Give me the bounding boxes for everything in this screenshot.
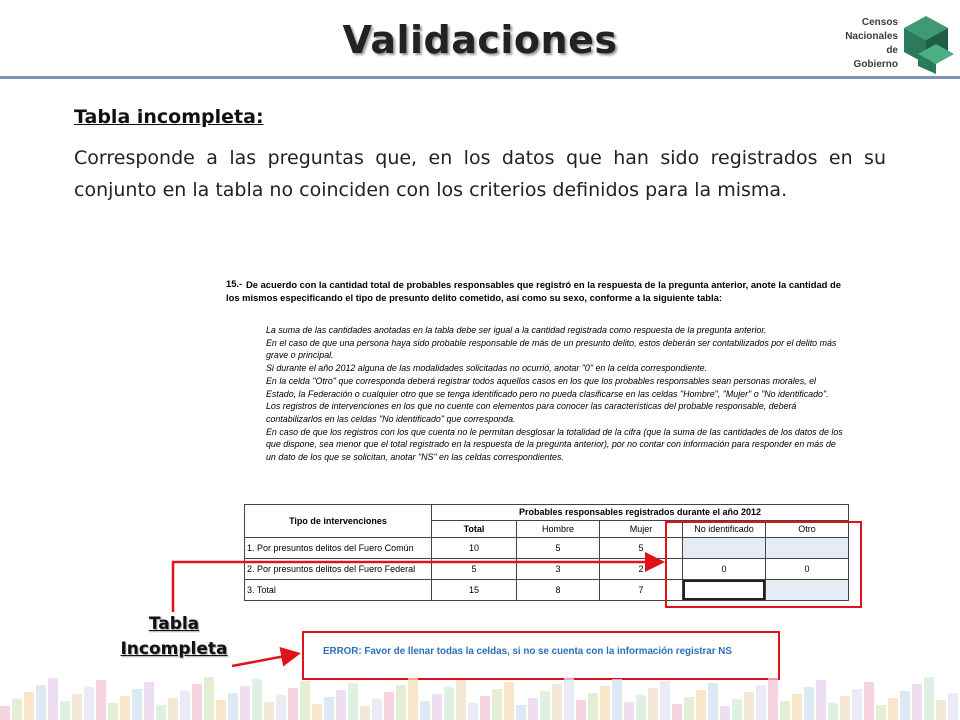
footer-bar (636, 695, 646, 720)
footer-bar (468, 703, 478, 720)
footer-bar (444, 687, 454, 720)
row-label: 1. Por presuntos delitos del Fuero Común (245, 538, 432, 559)
footer-bar (780, 701, 790, 720)
instruction-line: En la celda "Otro" que corresponda deberá registrar todos aquellos casos en los que los probables responsables sean personas morales, el Estado, la Federación o cualquier otro que se tenga identificado pero no pueda clasificarse en las celdas "Hombre", "Mujer" o "No identificado". (266, 375, 829, 399)
footer-bar (288, 688, 298, 720)
footer-bar (648, 688, 658, 720)
footer-bar (840, 696, 850, 720)
footer-bar (228, 693, 238, 720)
col-header-otro: Otro (766, 520, 849, 537)
footer-bar (912, 684, 922, 720)
footer-bar (624, 702, 634, 720)
footer-bar (720, 706, 730, 720)
footer-bar (948, 693, 958, 720)
footer-bar (864, 682, 874, 720)
footer-bar (876, 705, 886, 720)
col-header-total: Total (432, 520, 517, 537)
censos-logo (845, 14, 956, 72)
footer-bar (708, 683, 718, 720)
header-divider (0, 76, 960, 79)
footer-bar (324, 697, 334, 720)
footer-bar (816, 680, 826, 720)
footer-bar (180, 691, 190, 720)
footer-bar (792, 694, 802, 720)
footer-bar (828, 703, 838, 720)
footer-bar (744, 692, 754, 720)
slide-title: Validaciones (342, 18, 618, 62)
footer-bar (48, 678, 58, 720)
footer-bar (660, 681, 670, 720)
cell-otro[interactable]: 0 (766, 559, 849, 580)
table-header-row (245, 505, 849, 521)
footer-bar (852, 689, 862, 720)
col-header-no-identificado: No identificado (683, 520, 766, 537)
footer-bar (600, 686, 610, 720)
section-description: Corresponde a las preguntas que, en los datos que han sido registrados en su conjunto en la tabla no coinciden con los criterios definidos para la misma. (74, 147, 886, 201)
footer-bar (936, 700, 946, 720)
question-body: De acuerdo con la cantidad total de probables responsables que registró en la respuesta de la pregunta anterior, anote la cantidad de los mismos especificando el tipo de presunto delito cometido, así como su sexo, conforme a la siguiente tabla: (226, 279, 841, 303)
footer-bar (0, 706, 10, 720)
footer-bar (276, 695, 286, 720)
footer-bar (612, 679, 622, 720)
instruction-line: Los registros de intervenciones en los que no cuente con elementos para conocer las características del probable responsable, deberá contabilizarlos en las celdas "No identificado" que corresponda. (266, 401, 797, 424)
footer-bar (804, 687, 814, 720)
cell-no-identificado[interactable]: 0 (683, 559, 766, 580)
error-message: ERROR: Favor de llenar todas la celdas, si no se cuenta con la información registrar NS (323, 646, 732, 657)
footer-bar (480, 696, 490, 720)
col-header-hombre: Hombre (517, 520, 600, 537)
footer-bar (384, 692, 394, 720)
footer-bar (696, 690, 706, 720)
footer-bar (684, 697, 694, 720)
footer-bar (60, 701, 70, 720)
footer-bar (420, 701, 430, 720)
footer-bar (552, 684, 562, 720)
question-text (226, 278, 846, 304)
cell-total[interactable]: 5 (432, 559, 517, 580)
cell-mujer[interactable]: 5 (600, 538, 683, 559)
logo-cube-icon (896, 14, 956, 74)
footer-bar (576, 700, 586, 720)
instruction-line: La suma de las cantidades anotadas en la tabla debe ser igual a la cantidad registrada como respuesta de la pregunta anterior. (266, 325, 767, 335)
footer-bar (72, 694, 82, 720)
logo-line-2: Nacionales (845, 31, 898, 42)
decorative-footer (0, 676, 960, 720)
footer-bar (264, 702, 274, 720)
slide-header (0, 0, 960, 80)
footer-bar (192, 684, 202, 720)
footer-bar (132, 689, 142, 720)
footer-bar (144, 682, 154, 720)
footer-bar (108, 703, 118, 720)
cell-mujer[interactable]: 7 (600, 580, 683, 601)
incomplete-cells-highlight (665, 521, 862, 608)
question-number: 15.- (226, 278, 243, 289)
footer-bar (396, 685, 406, 720)
footer-bar (12, 699, 22, 720)
footer-bar (348, 683, 358, 720)
footer-bar (888, 698, 898, 720)
cell-hombre[interactable]: 5 (517, 538, 600, 559)
group-header-cell: Probables responsables registrados durante el año 2012 (432, 505, 849, 521)
footer-bar (672, 704, 682, 720)
row-label: 3. Total (245, 580, 432, 601)
cell-hombre[interactable]: 8 (517, 580, 600, 601)
footer-bar (924, 677, 934, 720)
footer-bar (24, 692, 34, 720)
footer-bar (216, 700, 226, 720)
footer-bar (768, 678, 778, 720)
instruction-line: En el caso de que una persona haya sido probable responsable de más de un presunto delito, estos deberán ser contabilizados por el delito más grave o principal. (266, 337, 837, 361)
footer-bar (96, 680, 106, 720)
row-header-cell: Tipo de intervenciones (245, 505, 432, 538)
footer-bar (900, 691, 910, 720)
footer-bar (756, 685, 766, 720)
row-label: 2. Por presuntos delitos del Fuero Federal (245, 559, 432, 580)
section-subtitle: Tabla incompleta: (74, 106, 264, 128)
label-line-2: Incompleta (120, 639, 228, 659)
footer-bar (36, 685, 46, 720)
logo-text (845, 16, 898, 72)
incomplete-table-label (118, 612, 230, 662)
footer-bar (312, 704, 322, 720)
footer-bar (564, 677, 574, 720)
cell-hombre[interactable]: 3 (517, 559, 600, 580)
footer-bar (456, 680, 466, 720)
instruction-line: En caso de que los registros con los que cuenta no le permitan desglosar la totalidad de la cifra (que la suma de las cantidades de los datos de los que dispone, sea menor que el total registrado en la respuesta de la pregunta anterior), por no contar con información para responder en más de un dato de los que se solicitan, anotar "NS" en las celdas correspondientes. (266, 426, 843, 463)
cell-mujer[interactable]: 2 (600, 559, 683, 580)
footer-bar (528, 698, 538, 720)
footer-bar (252, 679, 262, 720)
footer-bar (732, 699, 742, 720)
footer-bar (360, 706, 370, 720)
footer-bar (372, 699, 382, 720)
footer-bar (336, 690, 346, 720)
footer-bar (204, 677, 214, 720)
logo-line-3: de Gobierno (853, 45, 898, 70)
footer-bar (516, 705, 526, 720)
col-header-mujer: Mujer (600, 520, 683, 537)
footer-bar (540, 691, 550, 720)
footer-bar (120, 696, 130, 720)
footer-bar (504, 682, 514, 720)
question-instructions (266, 324, 848, 464)
footer-bar (408, 678, 418, 720)
cell-total[interactable]: 10 (432, 538, 517, 559)
footer-bar (84, 687, 94, 720)
footer-bar (240, 686, 250, 720)
cell-total[interactable]: 15 (432, 580, 517, 601)
footer-bar (492, 689, 502, 720)
footer-bar (168, 698, 178, 720)
footer-bar (156, 705, 166, 720)
label-line-1: Tabla (148, 614, 200, 634)
footer-bar (588, 693, 598, 720)
footer-bar (300, 681, 310, 720)
instruction-line: Si durante el año 2012 alguna de las modalidades solicitadas no ocurrió, anotar "0" en la celda correspondiente. (266, 363, 707, 374)
logo-line-1: Censos (861, 17, 898, 28)
footer-bar (432, 694, 442, 720)
arrow-to-error (232, 654, 296, 666)
